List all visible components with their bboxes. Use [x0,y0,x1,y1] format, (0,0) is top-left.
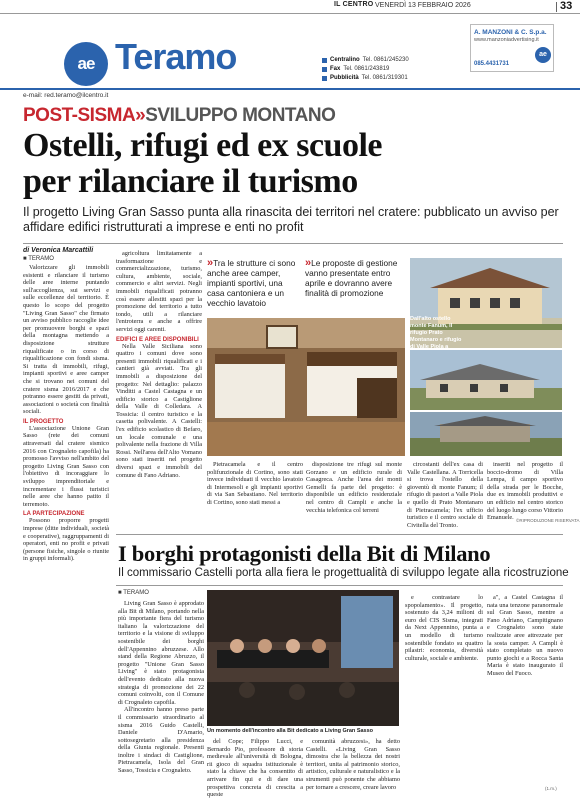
refuge-photo-image [410,350,562,410]
contact-label: Centralino [330,57,360,63]
headline-line: per rilanciare il turismo [23,163,358,200]
pull-quote [305,258,405,298]
interior-photo-image [207,318,405,456]
section-email[interactable]: e-mail: red.teramo@ilcentro.it [23,92,109,99]
text-column [23,264,109,563]
text-column [407,461,483,529]
kicker-grey: SVILUPPO MONTANO [145,105,336,126]
text-column [306,461,402,525]
interior-photo [207,318,405,456]
kicker-red: POST-SISMA» [23,105,146,126]
subheading: IL PROGETTO [23,418,64,425]
advertiser-site[interactable]: www.manzoniadvertising.it [474,37,539,43]
divider [23,243,563,244]
publication-name: IL CENTRO [334,1,374,8]
quote-text: Le proposte di gestione vanno presentate entro aprile e dovranno avere finalità di promozione [305,258,398,298]
page-number: 33 [560,0,573,12]
event-photo [207,590,399,726]
divider [556,2,557,12]
paragraph: Pietracamela e il centro polifunzionale di Cortino, sono stati invece individuati il vecchio lavatoio di Intermesoli e gli impianti sportivi di via San Sebastiano. Nel territorio di Cortino, sono stati messi a [207,461,303,506]
contact-value: Tel. 0861/243819 [343,66,390,72]
text-column [306,738,400,794]
copyright-note: ©RIPRODUZIONE RISERVATA [516,518,580,523]
contact-value: Tel. 0861/245230 [362,57,409,63]
dateline: ■ TERAMO [118,590,149,596]
contact-label: Fax [330,66,341,72]
paragraph: L'associazione Unione Gran Sasso (rete dei comuni attraversati dal cratere sismico 2016 con Crognaleto capofila) ha promosso l'avviso nell'ambito del progetto Living Gran Sasso con l'obiettivo di incoraggiare lo sviluppo imprenditoriale e incrementare i flussi turistici nelle aree che hanno patito il terremoto. [23,424,109,508]
article-headline [23,128,563,200]
article-kicker [23,105,335,127]
divider [116,585,563,586]
photo-caption: Dall'alto ostello monte Fanum, il rifugio Prato Montanaro e rifugio di Valle Piola a [410,316,462,350]
top-bar [0,0,580,14]
page-header [0,0,580,99]
advertiser-phone: 085.4431731 [474,61,510,67]
contact-label: Pubblicità [330,75,359,81]
advertiser-box[interactable] [470,24,554,72]
quote-text: Tra le strutture ci sono anche aree camper, impianti sportivi, una casa cantoniera e un vecchio lavatoio [207,258,296,308]
quote-mark-icon: » [305,257,312,269]
dateline-text: TERAMO [28,256,54,262]
text-column [116,250,202,527]
photo-caption: Un momento dell'incontro alla Bit dedicato a Living Gran Sasso [207,728,374,734]
paragraph: e contrastare lo spopolamento». Il progetto, sostenuto da 3,24 milioni di euro del CIS Sisma, integrati da Next Appennino, punta a un modello di turismo sostenibile fondato su quattro pilastri: economia, diversità culturale, sociale e ambiente. [405,594,483,662]
bullet-icon [322,67,327,72]
pull-quote [207,258,302,308]
contact-row [322,65,409,74]
paragraph: circostanti dell'ex casa di Valle Castellana. A Torricella si trova l'ostello della gioventù di monte Fanum; il rifugio di pastori a Valle Piola e quello di Prato Montanaro di Pietracamela; l'ex ufficio turistico e il centro sociale di Civitella del Tronto. [407,461,483,529]
contact-value: Tel. 0861/319301 [361,75,408,81]
contacts-block [322,56,409,83]
text-column [118,600,204,792]
bullet-icon [322,76,327,81]
section-title: Teramo [115,36,237,77]
paragraph: comunità abruzzesi», ha detto Castelli. «Living Gran Sasso dimostra che la bellezza dei nostri territori, unita al patrimonio storico, artistico, culturale e naturalistico e la strumenti può ponente che abbiamo per tornare a crescere, creare lavoro [306,738,400,791]
text-column [487,594,563,784]
divider [116,534,563,535]
dateline-text: TERAMO [123,590,149,596]
contact-row [322,74,409,83]
dateline: ■ TERAMO [23,256,54,262]
lavatoio-photo [410,412,562,456]
byline: di Veronica Marcattili [23,247,94,254]
bullet-icon [322,58,327,63]
article-summary: Il progetto Living Gran Sasso punta alla rinascita dei territori nel cratere: pubblicato un avviso per affidare edifici ristrutturati a imprese e enti no profit [23,205,559,234]
paragraph: inseriti nel progetto il boccio-dromo di Villa Lempa, il campo sportivo della strada per le Bocche, due ex immobili produttivi e un edificio nel centro storico del luogo lungo corso Vittorio Emanuele. [487,461,563,522]
quote-mark-icon: » [207,257,214,269]
paragraph: agricoltura limitatamente a trasformazione e commercializzazione, turismo, cultura, ambiente, sociale, commercio e altri servizi. Negli immobili riqualificati potranno così essere allestiti spazi per la promozione del territorio a tutto tondo, utili a rilanciare l'entroterra e anche a offrire servizi oggi carenti. [116,250,202,333]
issue-date: VENERDÌ 13 FEBBRAIO 2026 [375,2,471,9]
subheading: LA PARTECIPAZIONE [23,511,85,518]
text-column [405,594,483,794]
article-summary: Il commissario Castelli porta alla fiera le progettualità di sviluppo legate alla ricostruzione [118,567,569,579]
author-initials: (1.m.) [545,786,557,791]
advertiser-logo: ae [535,47,551,63]
paragraph: disposizione tre rifugi sul monte Gorzano e un edificio rurale di Casagreca. Anche l'area dei monti Gemelli fa parte del progetto: è disponibile un edificio residenziale nel centro di Campli e anche la vecchia telefonica col terreni [306,461,402,514]
paragraph: a", a Castel Castagna il nata una tenzone paranormale sul Gran Sasso, mentre a Fano Adriano, Campitignano e Crognaleto sono state realizzate aree attrezzate per la sosta camper. A Campli è stato completato un nuovo punto giochi e a Rocca Santa Maria è stato inaugurato il Museo del Fuoco. [487,594,563,677]
paragraph: Valorizzare gli immobili esistenti e rilanciare il turismo delle aree interne puntando sull'accoglienza, sui servizi e sulle eccellenze del territorio. È questo lo scopo del progetto "Living Gran Sasso" che firmato un avviso pubblico raccoglie idee per promuovere borghi e spazi della montagna mettendo a disposizione strutture riqualificate o in corso di riqualificazione con fondi sisma. Si tratta di immobili, rifugi, impianti sportivi e aree camper che si trovano nei comuni del cratere sisma 2016/2017 e che potranno essere gestiti da privati, associazioni o società con finalità sociali. [23,264,109,416]
subheading: EDIFICI E AREE DISPONIBILI [116,336,199,343]
headline-line: Ostelli, rifugi ed ex scuole [23,127,383,164]
article-headline: I borghi protagonisti della Bit di Milano [118,541,491,566]
advertiser-name: A. MANZONI & C. S.p.a. [474,29,547,36]
lavatoio-photo-image [410,412,562,456]
paragraph: Living Gran Sasso è approdato alla Bit di Milano, portando nella più importante fiera del turismo italiano la valorizzazione del territorio e la visione di sviluppo sostenibile dei borghi dell'Appennino abruzzese. Allo stand della Regione Abruzzo, il progetto "Unione Gran Sasso Living" è stato protagonista dell'evento dedicato alla nuova strategia di promozione dei 22 comuni coinvolti, con il Comune di Crognaleto capofila. [118,600,204,706]
event-photo-image [207,590,399,726]
section-logo: ae [64,42,108,86]
email-bar [0,88,580,100]
text-column [207,738,303,799]
paragraph: Possono proporre progetti imprese (ditte individuali, società e cooperative), raggruppamenti di operatori, enti no profit e privati (persone fisiche, singole o riunite in gruppi informali). [23,517,109,563]
paragraph: del Cope; Filippo Lucci, e Bernardo Pio, professore di storia medievale all'università di Bologna, rii gioco di squadra istituzionale è stato la chiave che ha consentito di arrivare fin qui e di dare una prospettiva concreta di crescita a queste [207,738,303,799]
contact-row [322,56,409,65]
refuge-photo [410,350,562,410]
paragraph: All'incontro hanno preso parte il commissario straordinario al sisma 2016 Guido Castelli, Daniele D'Amario, sottosegretario alla presidenza della Giunta regionale. Presenti inoltre i sindaci di Castiglione, Pietracamela, Isola del Gran Sasso, Tossicia e Crognaleto. [118,706,204,775]
text-column [207,461,303,525]
paragraph: Nella Valle Siciliana sono quattro i comuni dove sono presenti immobili riqualificati e i cantieri già avviati. Tra gli immobili a disposizione del progetto: Nel dettaglio: palazzo Vinditti a Castel Castagna e un edificio storico a Castiglione della Valle di Colledara. A Tossicia: il centro turistico e la casetta polivalente. A Castelli: l'ex edificio scolastico di Befaro, un locale comunale e una polivalente nella frazione di Villa Rossi. Nell'area dell'Alto Vomano sono stati inseriti nel progetto diversi spazi e immobili del comune di Fano Adriano. [116,342,202,479]
